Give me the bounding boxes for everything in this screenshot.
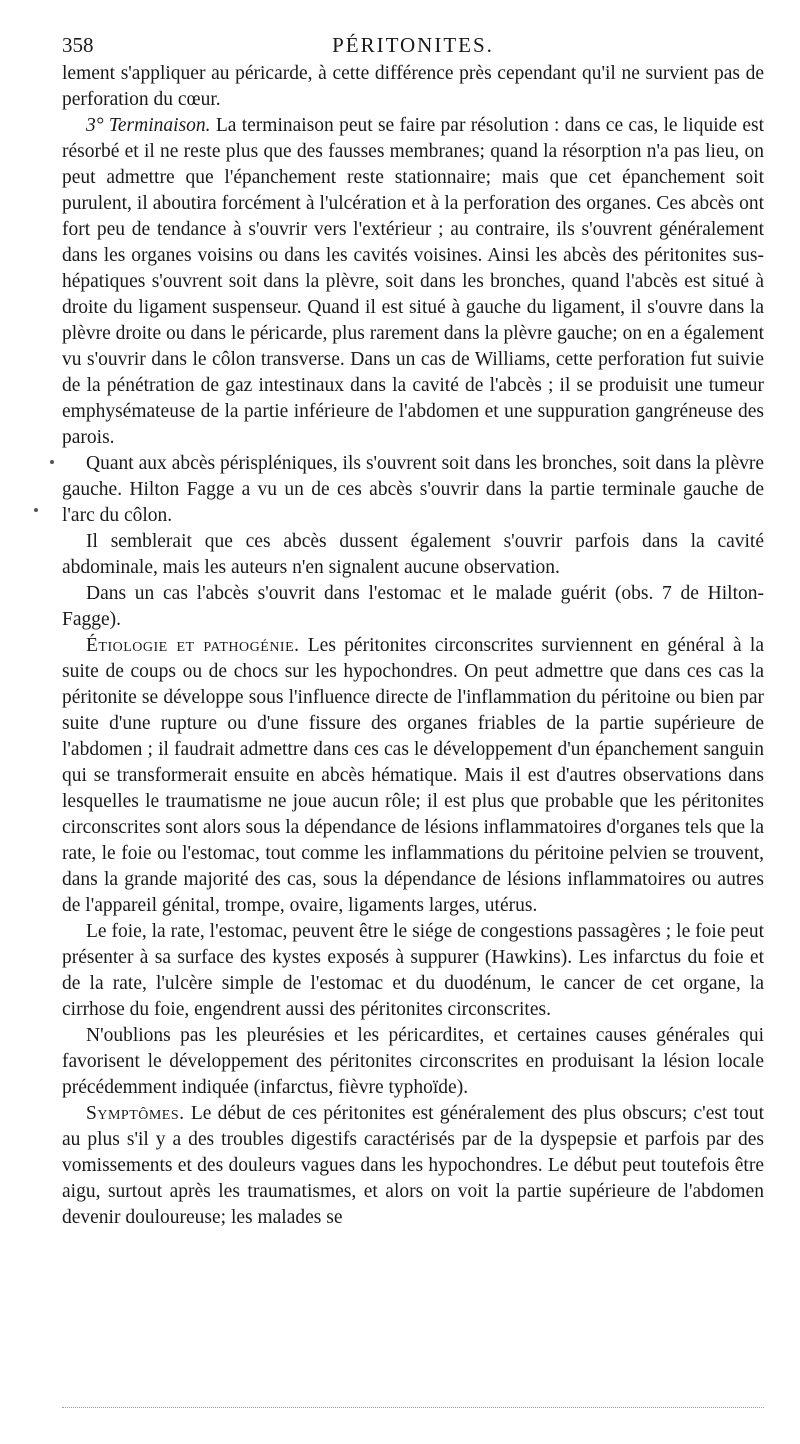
paragraph-abces-perispleniques: Quant aux abcès périspléniques, ils s'ouvrent soit dans les bronches, soit dans la plèvre gauche. Hilton Fagge a vu un de ces abcès s'ouvrir dans la partie terminale gauche de l'arc du côlon.	[62, 453, 764, 526]
paragraph-pleuresies: N'oublions pas les pleurésies et les péricardites, et certaines causes générales qui favorisent le développement des péritonites circonscrites en produisant la lésion locale précédemment indiquée (infarctus, fièvre typhoïde).	[62, 1025, 764, 1098]
page-number: 358	[62, 33, 94, 57]
section-heading-symptomes: Symptômes.	[86, 1103, 185, 1124]
paragraph-continuation: lement s'appliquer au péricarde, à cette différence près cependant qu'il ne survient pas de perforation du cœur.	[62, 63, 764, 110]
page-header	[62, 30, 764, 60]
section-heading-terminaison: 3° Terminaison.	[86, 115, 211, 136]
paragraph-foie-rate: Le foie, la rate, l'estomac, peuvent être le siége de congestions passagères ; le foie peut présenter à sa surface des kystes exposés à suppurer (Hawkins). Les infarctus du foie et de la rate, l'ulcère simple de l'estomac et du duodénum, le cancer de cet organe, la cirrhose du foie, engendrent aussi des péritonites circonscrites.	[62, 921, 764, 1020]
paragraph-cavite-abdominale: Il semblerait que ces abcès dussent également s'ouvrir parfois dans la cavité abdominale, mais les auteurs n'en signalent aucune observation.	[62, 531, 764, 578]
body-text	[62, 61, 764, 1231]
paragraph-etiologie: Étiologie et pathogénie. Les péritonites circonscrites surviennent en général à la suite de coups ou de chocs sur les hypochondres. On peut admettre que dans ces cas la péritonite se développe sous l'influence directe de l'inflammation du péritoine ou bien par suite d'une rupture ou d'une fissure des organes friables de la partie supérieure de l'abdomen ; il faudrait admettre dans ces cas le développement d'un épanchement sanguin qui se transformerait ensuite en abcès hématique. Mais il est d'autres observations dans lesquelles le traumatisme ne joue aucun rôle; il est plus que probable que les péritonites circonscrites sont alors sous la dépendance de lésions inflammatoires d'organes tels que la rate, le foie ou l'estomac, tout comme les inflammations du péritoine pelvien se trouvent, dans la grande majorité des cas, sous la dépendance de lésions inflammatoires ou autres de l'appareil génital, trompe, ovaire, ligaments larges, utérus.	[62, 635, 764, 916]
section-heading-etiologie: Étiologie et pathogénie.	[86, 635, 300, 656]
running-title: PÉRITONITES.	[332, 33, 494, 57]
scan-bottom-rule	[62, 1407, 764, 1408]
paragraph-estomac: Dans un cas l'abcès s'ouvrit dans l'estomac et le malade guérit (obs. 7 de Hilton-Fagge).	[62, 583, 764, 630]
ink-speck	[34, 508, 38, 512]
paragraph-terminaison: 3° Terminaison. La terminaison peut se faire par résolution : dans ce cas, le liquide est résorbé et il ne reste plus que des fausses membranes; quand la résorption n'a pas lieu, on peut admettre que l'épanchement reste stationnaire; mais que cet épanchement soit purulent, il aboutira forcément à l'ulcération et à la perforation des organes. Ces abcès ont fort peu de tendance à s'ouvrir vers l'extérieur ; au contraire, ils s'ouvrent généralement dans les organes voisins ou dans les cavités voisines. Ainsi les abcès des péritonites sus-hépatiques s'ouvrent soit dans la plèvre, soit dans les bronches, quand l'abcès est situé à droite du ligament suspenseur. Quand il est situé à gauche du ligament, il s'ouvre dans la plèvre droite ou dans le péricarde, plus rarement dans la plèvre gauche; on en a également vu s'ouvrir dans le côlon transverse. Dans un cas de Williams, cette perforation fut suivie de la pénétration de gaz intestinaux dans la cavité de l'abcès ; il se produisit une tumeur emphysémateuse de la partie inférieure de l'abdomen et une suppuration gangréneuse des parois.	[62, 115, 764, 448]
paragraph-symptomes: Symptômes. Le début de ces péritonites est généralement des plus obscurs; c'est tout au plus s'il y a des troubles digestifs caractérisés par de la dyspepsie et parfois par des vomissements et des douleurs vagues dans les hypochondres. Le début peut toutefois être aigu, surtout après les traumatismes, et alors on voit la partie supérieure de l'abdomen devenir douloureuse; les malades se	[62, 1103, 764, 1228]
ink-speck	[50, 460, 54, 464]
